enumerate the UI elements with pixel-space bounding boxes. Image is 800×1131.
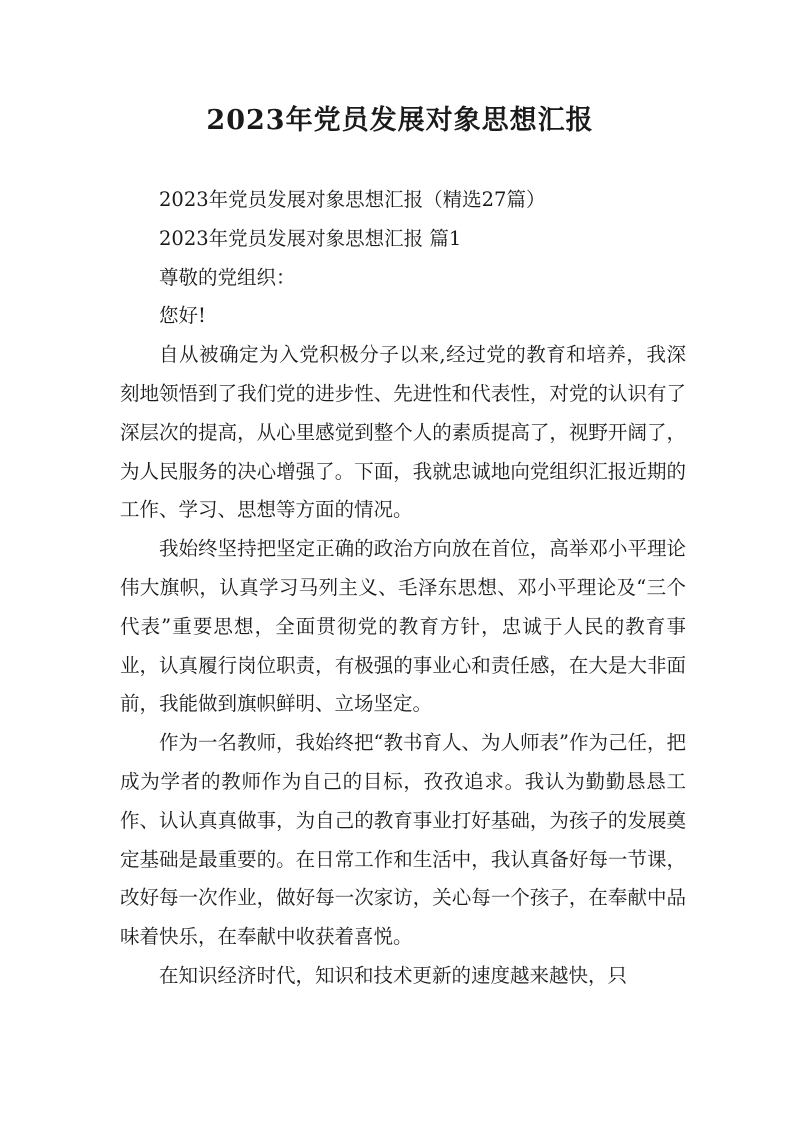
document-body xyxy=(120,181,686,996)
body-paragraph: 自从被确定为入党积极分子以来,经过党的教育和培养，我深刻地领悟到了我们党的进步性、先进性和代表性，对党的认识有了深层次的提高，从心里感觉到整个人的素质提高了，视野开阔了，为人民服务的决心增强了。下面，我就忠诚地向党组织汇报近期的工作、学习、思想等方面的情况。 xyxy=(120,343,686,522)
body-paragraph: 在知识经济时代，知识和技术更新的速度越来越快，只 xyxy=(159,963,628,987)
body-paragraph: 作为一名教师，我始终把“教书育人、为人师表”作为己任，把成为学者的教师作为自己的目标，孜孜追求。我认为勤勤恳恳工作、认认真真做事，为自己的教育事业打好基础，为孩子的发展奠定基础是最重要的。在日常工作和生活中，我认真备好每一节课，改好每一次作业，做好每一次家访，关心每一个孩子，在奉献中品味着快乐，在奉献中收获着喜悦。 xyxy=(120,731,686,949)
subtitle-paragraph: 2023年党员发展对象思想汇报（精选27篇） xyxy=(159,188,546,211)
section-heading: 2023年党员发展对象思想汇报 篇1 xyxy=(159,226,462,250)
salutation: 尊敬的党组织： xyxy=(159,265,296,289)
greeting: 您好! xyxy=(159,304,206,328)
body-paragraph: 我始终坚持把坚定正确的政治方向放在首位，高举邓小平理论伟大旗帜，认真学习马列主义、毛泽东思想、邓小平理论及“三个代表”重要思想，全面贯彻党的教育方针，忠诚于人民的教育事业，认真履行岗位职责，有极强的事业心和责任感，在大是大非面前，我能做到旗帜鲜明、立场坚定。 xyxy=(120,537,686,716)
document-title: 2023年党员发展对象思想汇报 xyxy=(206,105,594,136)
